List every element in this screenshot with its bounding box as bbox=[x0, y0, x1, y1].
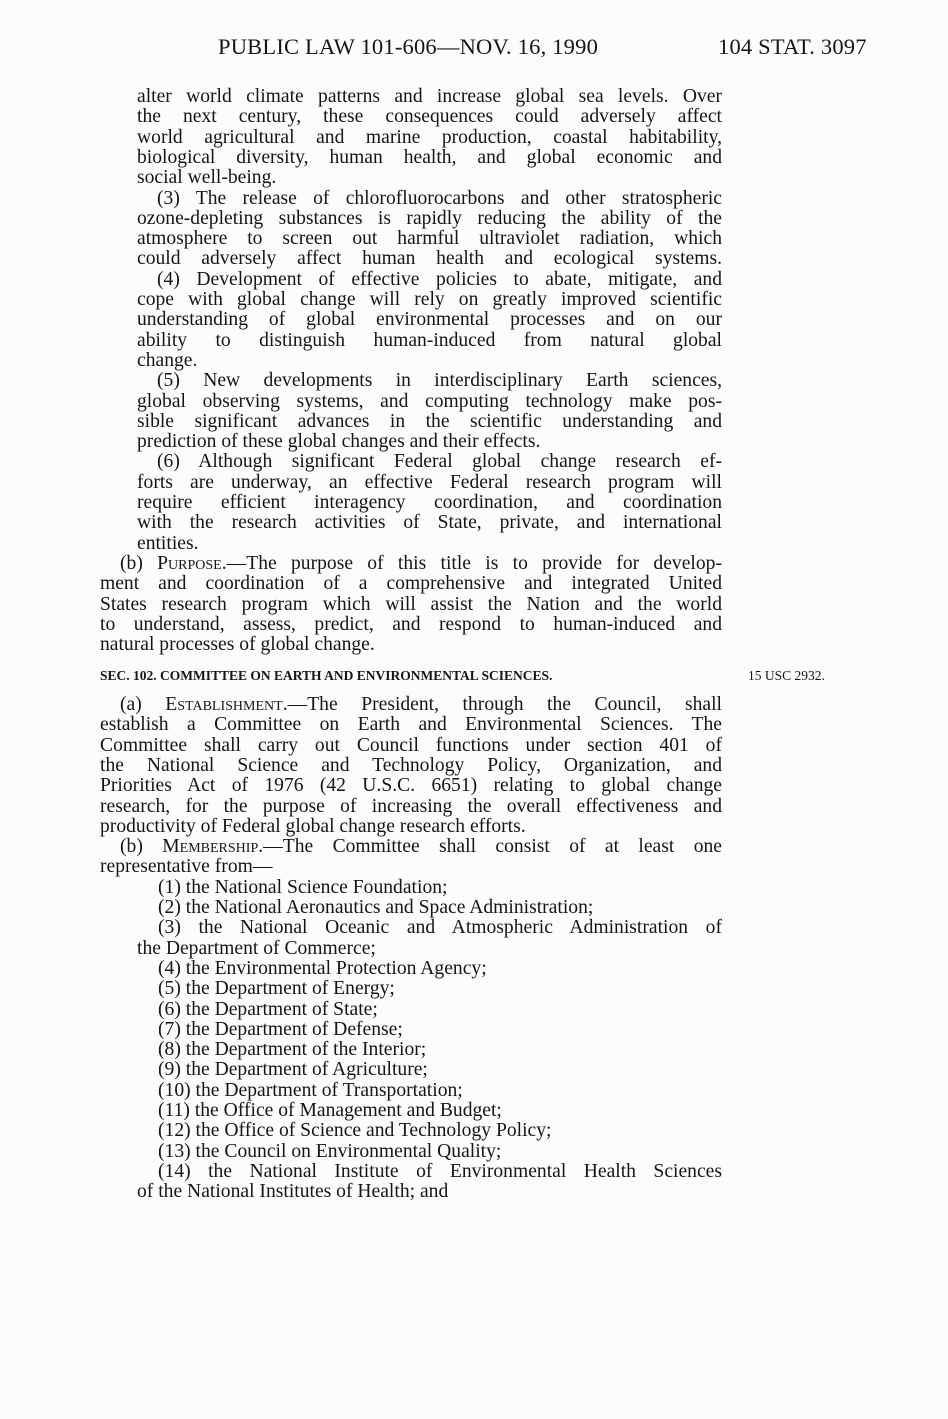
text-line: ment and coordination of a comprehensive and integrated United bbox=[100, 573, 722, 595]
text-line: entities. bbox=[137, 532, 199, 554]
text-line: change. bbox=[137, 349, 198, 371]
text-line: (9) the Department of Agriculture; bbox=[158, 1059, 428, 1081]
statute-page-number: 104 STAT. 3097 bbox=[718, 34, 867, 59]
text-line: prediction of these global changes and their effects. bbox=[137, 431, 541, 453]
text-span: .—The President, through the Council, shall bbox=[282, 694, 722, 715]
text-span: .—The purpose of this title is to provide for develop- bbox=[221, 552, 722, 574]
text-line: (13) the Council on Environmental Quality; bbox=[158, 1140, 502, 1162]
text-line: (3) the National Oceanic and Atmospheric Administration of bbox=[158, 917, 722, 939]
text-line: sible significant advances in the scientific understanding and bbox=[137, 410, 722, 432]
text-line: (5) the Department of Energy; bbox=[158, 978, 395, 1000]
text-line: with the research activities of State, private, and international bbox=[137, 512, 722, 534]
text-line: (14) the National Institute of Environmental Health Sciences bbox=[158, 1160, 722, 1182]
text-line: Committee shall carry out Council functions under section 401 of bbox=[100, 734, 722, 756]
text-line: (11) the Office of Management and Budget; bbox=[158, 1100, 502, 1121]
subsection-heading: Establishment bbox=[165, 694, 283, 715]
text-line: Priorities Act of 1976 (42 U.S.C. 6651) relating to global change bbox=[100, 775, 722, 797]
text-line: understanding of global environmental processes and on our bbox=[137, 309, 722, 331]
subsection-heading: Membership bbox=[162, 836, 259, 858]
text-line: (7) the Department of Defense; bbox=[158, 1018, 403, 1040]
text-line: require efficient interagency coordination, and coordination bbox=[137, 492, 722, 513]
text-line: natural processes of global change. bbox=[100, 634, 375, 656]
text-line bbox=[120, 837, 722, 857]
section-heading: SEC. 102. COMMITTEE ON EARTH AND ENVIRONMENTAL SCIENCES. bbox=[100, 668, 553, 683]
text-line: States research program which will assist the Nation and the world bbox=[100, 593, 722, 615]
text-line: representative from— bbox=[100, 856, 273, 878]
text-line: forts are underway, an effective Federal research program will bbox=[137, 471, 722, 493]
text-line: (3) The release of chlorofluorocarbons and other stratospheric bbox=[157, 187, 722, 209]
text-line: (6) the Department of State; bbox=[158, 998, 378, 1020]
text-line: the Department of Commerce; bbox=[137, 937, 376, 959]
text-line: social well-being. bbox=[137, 167, 277, 189]
text-line: the next century, these consequences could adversely affect bbox=[137, 106, 722, 128]
text-line: ability to distinguish human-induced from natural global bbox=[137, 329, 722, 351]
text-line: of the National Institutes of Health; and bbox=[137, 1181, 449, 1203]
text-line bbox=[120, 554, 722, 574]
text-line: atmosphere to screen out harmful ultraviolet radiation, which bbox=[137, 228, 722, 250]
text-line: (4) Development of effective policies to abate, mitigate, and bbox=[157, 268, 722, 290]
text-line: to understand, assess, predict, and respond to human-induced and bbox=[100, 613, 722, 635]
text-line: (1) the National Science Foundation; bbox=[158, 876, 448, 898]
subsection-heading: Purpose bbox=[157, 552, 222, 574]
text-line: productivity of Federal global change research efforts. bbox=[100, 815, 526, 837]
text-line: (5) New developments in interdisciplinary Earth sciences, bbox=[157, 370, 722, 392]
margin-citation-note: 15 USC 2932. bbox=[748, 668, 825, 683]
text-line: cope with global change will rely on greatly improved scientific bbox=[137, 289, 722, 310]
text-line: world agricultural and marine production, coastal habitability, bbox=[137, 126, 722, 148]
text-line: global observing systems, and computing technology make pos- bbox=[137, 390, 722, 412]
text-line: (10) the Department of Transportation; bbox=[158, 1079, 463, 1101]
text-line: research, for the purpose of increasing the overall effectiveness and bbox=[100, 795, 722, 817]
text-line: biological diversity, human health, and global economic and bbox=[137, 146, 722, 168]
text-line: the National Science and Technology Policy, Organization, and bbox=[100, 754, 722, 776]
text-line: ozone-depleting substances is rapidly reducing the ability of the bbox=[137, 207, 722, 229]
text-line bbox=[120, 695, 722, 715]
text-span: (b) bbox=[120, 836, 163, 858]
text-line: establish a Committee on Earth and Environmental Sciences. The bbox=[100, 714, 722, 736]
text-line: (8) the Department of the Interior; bbox=[158, 1039, 427, 1061]
text-line: (6) Although significant Federal global change research ef- bbox=[157, 451, 722, 473]
text-span: (b) bbox=[120, 552, 158, 574]
text-line: alter world climate patterns and increase global sea levels. Over bbox=[137, 86, 722, 107]
text-line: (2) the National Aeronautics and Space Administration; bbox=[158, 897, 594, 918]
text-line: (4) the Environmental Protection Agency; bbox=[158, 957, 487, 979]
running-header-title: PUBLIC LAW 101-606—NOV. 16, 1990 bbox=[218, 34, 599, 59]
text-line: could adversely affect human health and ecological systems. bbox=[137, 248, 722, 270]
text-line: (12) the Office of Science and Technology Policy; bbox=[158, 1120, 552, 1142]
text-span: (a) bbox=[120, 694, 166, 715]
text-span: .—The Committee shall consist of at least one bbox=[258, 836, 722, 858]
